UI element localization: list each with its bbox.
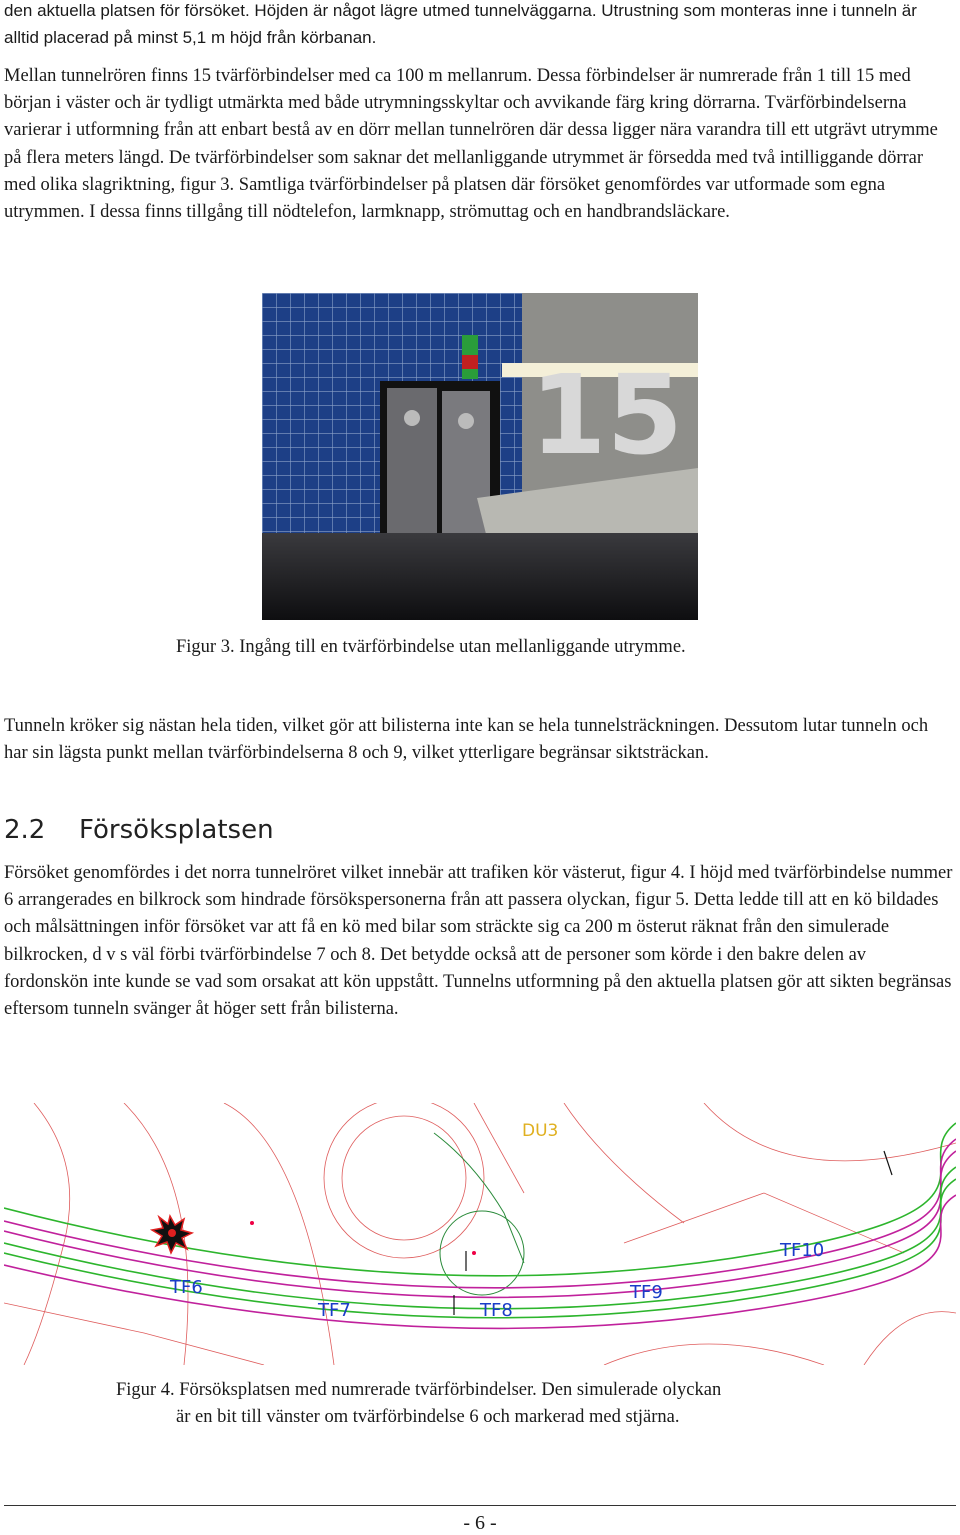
paragraph-tvarforbindelser: Mellan tunnelrören finns 15 tvärförbindelser med ca 100 m mellanrum. Dessa förbindelser är numrerade från 1 till 15 med början i väster och är tydligt utmärkta med både utrymningsskyltar och avvikande färg kring dörrarna. Tvärförbindelserna varierar i utformning från att enbart bestå av en dörr mellan tunnelrören där dessa ligger nära varandra till ett utgrävt utrymme på flera meters längd. De tvärförbindelser som saknar det mellanliggande utrymmet är försedda med två intilliggande dörrar med olika slagriktning, figur 3. Samtliga tvärförbindelser på platsen där försöket genomfördes var utformade som egna utrymmen. I dessa finns tillgång till nödtelefon, larmknapp, strömuttag och en handbrandsläckare. <box>4 66 938 223</box>
figure-3-photo <box>262 293 698 620</box>
map-label-tf8: TF8 <box>480 1300 513 1321</box>
section-number: 2.2 <box>4 815 46 845</box>
map-label-tf10: TF10 <box>780 1240 825 1261</box>
figure-4-caption-line-1: Figur 4. Försöksplatsen med numrerade tvärförbindelser. Den simulerade olyckan <box>116 1380 722 1400</box>
map-label-tf7: TF7 <box>318 1300 351 1321</box>
map-label-du3: DU3 <box>522 1121 559 1141</box>
wall-number-15: 15 <box>530 351 684 479</box>
paragraph-forsoket: Försöket genomfördes i det norra tunnelröret vilket innebär att trafiken kör västerut, figur 4. I höjd med tvärförbindelse nummer 6 arrangerades en bilkrock som hindrade försökspersonerna från att passera olyckan, figur 5. Detta ledde till att en kö bildades och målsättningen inför försöket var att få en kö med bilar som sträckte sig ca 200 m österut räknat från den simulerade bilkrocken, d v s väl förbi tvärförbindelse 7 och 8. Det betydde också att de personer som körde i den bakre delen av fordonskön inte kunde se vad som orsakat att kön uppstått. Tunnelns utformning på den aktuella platsen gör att sikten begränsas eftersom tunneln svänger åt höger sett från bilisterna. <box>4 863 953 1020</box>
figure-4-caption <box>116 1377 876 1431</box>
figure-3-caption: Figur 3. Ingång till en tvärförbindelse utan mellanliggande utrymme. <box>176 637 686 657</box>
map-label-tf6: TF6 <box>170 1277 203 1298</box>
page-number: - 6 - <box>463 1512 497 1534</box>
section-title: Försöksplatsen <box>79 815 274 845</box>
section-heading <box>4 815 274 845</box>
paragraph-tunnel-curve: Tunneln kröker sig nästan hela tiden, vilket gör att bilisterna inte kan se hela tunnelsträckningen. Dessutom lutar tunneln och har sin lägsta punkt mellan tvärförbindelserna 8 och 9, vilket ytterligare begränsar siktsträckan. <box>4 716 929 764</box>
footer-divider <box>4 1505 956 1506</box>
figure-4-caption-line-2: är en bit till vänster om tvärförbindelse 6 och markerad med stjärna. <box>176 1407 680 1427</box>
paragraph-intro: den aktuella platsen för försöket. Höjden är något lägre utmed tunnelväggarna. Utrustning som monteras inne i tunneln är alltid placerad på minst 5,1 m höjd från körbanan. <box>4 1 917 48</box>
figure-4-map <box>4 1103 956 1365</box>
map-label-tf9: TF9 <box>630 1282 663 1303</box>
